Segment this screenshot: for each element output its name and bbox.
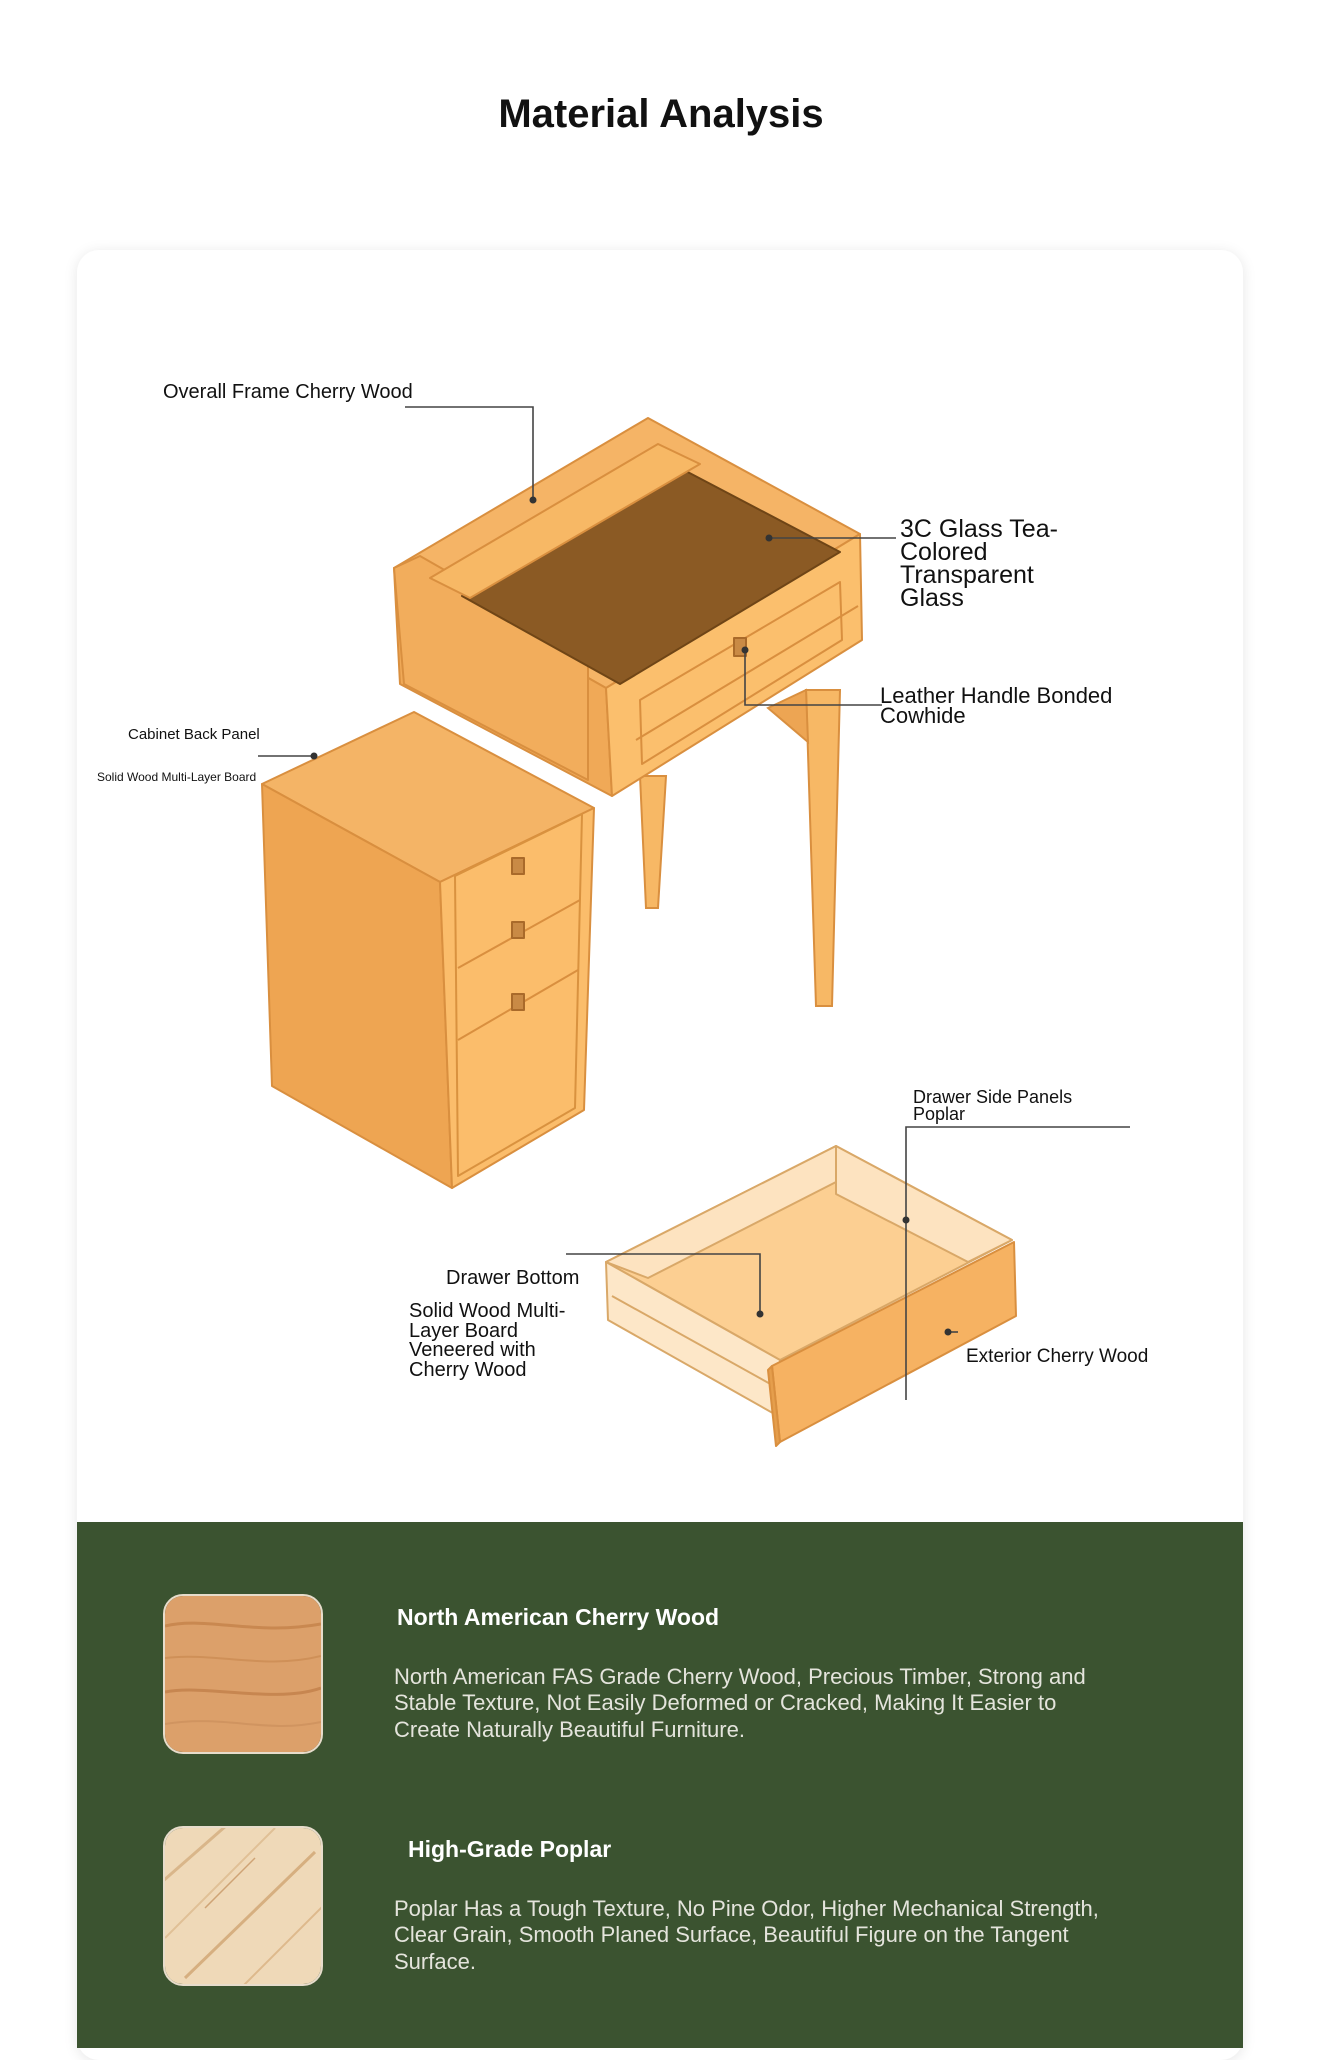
- poplar-swatch: [163, 1826, 323, 1986]
- drawer: [606, 1146, 1016, 1446]
- label-drawer-bottom: Drawer Bottom: [446, 1267, 580, 1289]
- label-overall-frame: Overall Frame Cherry Wood: [163, 381, 413, 403]
- label-leather-handle: Leather Handle Bonded Cowhide: [880, 683, 1113, 728]
- cherry-wood-swatch: [163, 1594, 323, 1754]
- poplar-title: High-Grade Poplar: [408, 1836, 612, 1862]
- label-solid-wood-board: Solid Wood Multi-Layer Board: [97, 770, 257, 784]
- cherry-wood-description: North American FAS Grade Cherry Wood, Precious Timber, Strong and Stable Texture, Not Easily Deformed or Cracked, Making It Easier to Create Naturally Beautiful Furniture.: [394, 1664, 1086, 1742]
- label-glass: 3C Glass Tea-Colored Transparent Glass: [900, 515, 1058, 612]
- label-exterior: Exterior Cherry Wood: [966, 1346, 1149, 1367]
- label-cabinet-back-panel: Cabinet Back Panel: [128, 726, 260, 743]
- label-drawer-side-panels: Drawer Side Panels Poplar: [913, 1087, 1073, 1125]
- cherry-wood-title: North American Cherry Wood: [397, 1604, 720, 1630]
- label-drawer-bottom-material: Solid Wood Multi-Layer Board Veneered with Cherry Wood: [409, 1300, 566, 1381]
- poplar-description: Poplar Has a Tough Texture, No Pine Odor, Higher Mechanical Strength, Clear Grain, Smooth Planed Surface, Beautiful Figure on the Tangent Surface.: [394, 1896, 1099, 1974]
- page-title: Material Analysis: [498, 92, 824, 136]
